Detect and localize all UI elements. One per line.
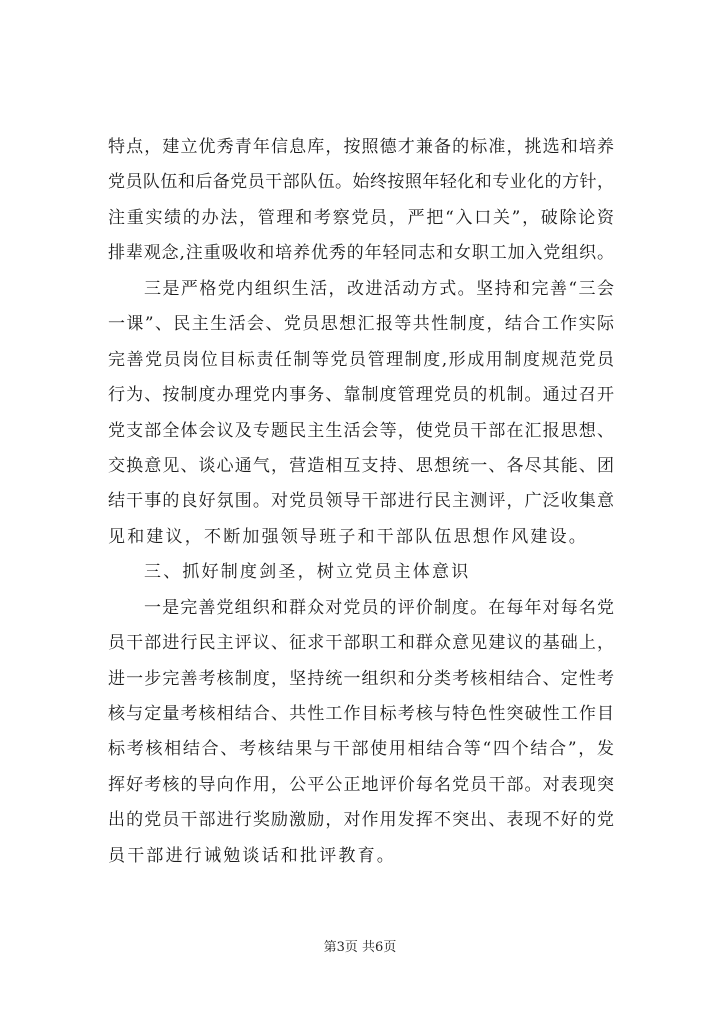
text-line: 三是严格党内组织生活，改进活动方式。坚持和完善“三会 — [144, 278, 614, 299]
section-heading: 三、抓好制度剑圣，树立党员主体意识 — [144, 562, 471, 583]
text-line: 出的党员干部进行奖励激励，对作用发挥不突出、表现不好的党 — [108, 810, 614, 831]
text-line: 核与定量考核相结合、共性工作目标考核与特色性突破性工作目 — [108, 704, 614, 724]
text-line: 注重实绩的办法，管理和考察党员，严把“入口关”，破除论资 — [108, 207, 614, 228]
text-line: 标考核相结合、考核结果与干部使用相结合等“四个结合”，发 — [108, 739, 614, 760]
text-line: 排辈观念,注重吸收和培养优秀的年轻同志和女职工加入党组织。 — [108, 243, 614, 264]
text-line: 一是完善党组织和群众对党员的评价制度。在每年对每名党 — [144, 597, 614, 618]
text-line: 交换意见、谈心通气，营造相互支持、思想统一、各尽其能、团 — [108, 455, 614, 476]
text-line: 党支部全体会议及专题民主生活会等，使党员干部在汇报思想、 — [108, 420, 614, 441]
text-line: 完善党员岗位目标责任制等党员管理制度,形成用制度规范党员 — [108, 349, 614, 370]
page-number-footer: 第3页 共6页 — [323, 940, 397, 955]
text-line: 行为、按制度办理党内事务、靠制度管理党员的机制。通过召开 — [108, 385, 614, 406]
text-line: 特点，建立优秀青年信息库，按照德才兼备的标准，挑选和培养 — [108, 137, 614, 157]
text-line: 员干部进行民主评议、征求干部职工和群众意见建议的基础上， — [108, 633, 614, 654]
text-line: 挥好考核的导向作用，公平公正地评价每名党员干部。对表现突 — [108, 774, 614, 795]
text-line: 一课”、民主生活会、党员思想汇报等共性制度，结合工作实际 — [108, 314, 614, 335]
text-line: 进一步完善考核制度，坚持统一组织和分类考核相结合、定性考 — [108, 668, 614, 689]
text-line: 员干部进行诫勉谈话和批评教育。 — [108, 845, 396, 866]
text-line: 党员队伍和后备党员干部队伍。始终按照年轻化和专业化的方针， — [108, 172, 614, 193]
text-line: 见和建议，不断加强领导班子和干部队伍思想作风建设。 — [108, 526, 588, 547]
text-line: 结干事的良好氛围。对党员领导干部进行民主测评，广泛收集意 — [108, 491, 614, 512]
document-body — [108, 130, 614, 874]
